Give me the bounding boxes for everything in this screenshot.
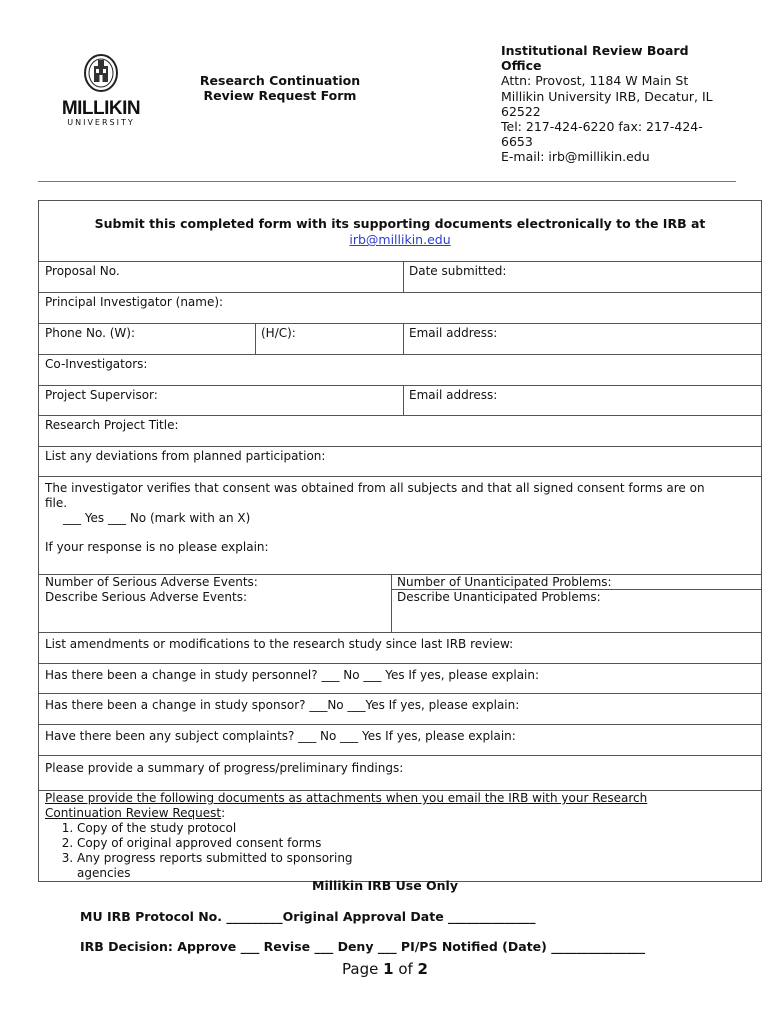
page-prefix: Page [342, 960, 384, 978]
pi-name-field[interactable]: Principal Investigator (name): [45, 295, 224, 309]
logo-subtitle: UNIVERSITY [67, 118, 135, 127]
page-of: of [393, 960, 418, 978]
row-supervisor [39, 386, 761, 416]
unanticipated-problems[interactable] [391, 575, 761, 632]
row-phone [39, 324, 761, 355]
row-complaints [39, 725, 761, 756]
proposal-no-field[interactable]: Proposal No. [45, 264, 120, 278]
row-sponsor [39, 694, 761, 725]
office-title: Office [501, 58, 542, 74]
row-documents [39, 791, 761, 882]
date-submitted-field[interactable]: Date submitted: [409, 264, 507, 278]
amendments-field[interactable]: List amendments or modifications to the research study since last IRB review: [45, 637, 514, 651]
row-title [39, 416, 761, 447]
personnel-change-field[interactable]: Has there been a change in study personnel? ___ No ___ Yes If yes, please explain: [45, 668, 540, 682]
consent-text: The investigator verifies that consent was obtained from all subjects and that all signed consent forms are on [45, 481, 705, 495]
office-email: E-mail: irb@millikin.edu [501, 149, 650, 165]
row-amendments [39, 633, 761, 664]
logo-name: MILLIKIN [61, 98, 141, 119]
document-item: 3. Any progress reports submitted to sponsoring agencies [77, 851, 377, 881]
office-line: 62522 [501, 103, 541, 119]
co-investigators-field[interactable]: Co-Investigators: [45, 357, 148, 371]
continuation-form [38, 200, 762, 882]
header-divider [38, 181, 736, 182]
row-co-investigators [39, 355, 761, 386]
row-deviations [39, 447, 761, 477]
form-banner [39, 201, 761, 262]
banner-text: Submit this completed form with its supporting documents electronically to the IRB at [94, 216, 706, 231]
office-title: Institutional Review Board [501, 43, 689, 58]
deviations-field[interactable]: List any deviations from planned participation: [45, 449, 326, 463]
supervisor-field[interactable]: Project Supervisor: [45, 388, 158, 402]
documents-intro-colon: : [221, 806, 226, 820]
irb-email-link[interactable]: irb@millikin.edu [349, 232, 451, 247]
pi-email-field[interactable]: Email address: [409, 326, 498, 340]
documents-intro: Continuation Review Request [45, 806, 222, 820]
university-logo [56, 54, 146, 128]
office-line: 6653 [501, 134, 533, 150]
page-number [0, 960, 770, 978]
document-item: 2. Copy of original approved consent forms [77, 836, 755, 851]
row-proposal [39, 262, 761, 293]
complaints-field[interactable]: Have there been any subject complaints? ___ No ___ Yes If yes, please explain: [45, 729, 516, 743]
sae-number-label: Number of Serious Adverse Events: [45, 575, 258, 589]
seal-icon [84, 54, 118, 92]
form-title-line: Review Request Form [203, 88, 357, 103]
documents-list [45, 821, 755, 881]
project-title-field[interactable]: Research Project Title: [45, 418, 179, 432]
document-item: 1. Copy of the study protocol [77, 821, 755, 836]
consent-explain-field[interactable]: If your response is no please explain: [45, 540, 269, 554]
phone-work-field[interactable]: Phone No. (W): [45, 326, 135, 340]
form-title [190, 73, 370, 103]
office-line: Millikin University IRB, Decatur, IL [501, 88, 713, 104]
up-describe-label: Describe Unanticipated Problems: [397, 590, 601, 604]
summary-field[interactable]: Please provide a summary of progress/preliminary findings: [45, 761, 404, 775]
office-line: Attn: Provost, 1184 W Main St [501, 73, 689, 89]
documents-intro: Please provide the following documents as attachments when you email the IRB with your Research [45, 791, 648, 805]
irb-decision-line[interactable]: IRB Decision: Approve ___ Revise ___ Deny ___ PI/PS Notified (Date) _______________ [80, 939, 645, 954]
consent-text: file. [45, 496, 68, 510]
office-line: Tel: 217-424-6220 fax: 217-424- [501, 119, 703, 135]
row-summary [39, 756, 761, 791]
row-events [39, 575, 761, 633]
row-pi [39, 293, 761, 324]
row-personnel [39, 664, 761, 694]
up-number-label: Number of Unanticipated Problems: [397, 575, 612, 589]
consent-section [39, 477, 761, 574]
supervisor-email-field[interactable]: Email address: [409, 388, 498, 402]
irb-office-address [501, 43, 731, 165]
page-current: 1 [383, 960, 394, 978]
consent-yes-no[interactable]: ___ Yes ___ No (mark with an X) [63, 511, 251, 525]
form-title-line: Research Continuation [199, 73, 361, 88]
serious-adverse-events[interactable] [39, 575, 391, 632]
sae-describe-label: Describe Serious Adverse Events: [45, 590, 247, 604]
sponsor-change-field[interactable]: Has there been a change in study sponsor? ___No ___Yes If yes, please explain: [45, 698, 520, 712]
row-consent [39, 477, 761, 575]
irb-use-only-heading: Millikin IRB Use Only [312, 878, 458, 893]
documents-section [39, 791, 761, 881]
phone-home-field[interactable]: (H/C): [261, 326, 296, 340]
page-total: 2 [417, 960, 428, 978]
protocol-no-line[interactable]: MU IRB Protocol No. _________Original Approval Date ______________ [80, 909, 536, 924]
